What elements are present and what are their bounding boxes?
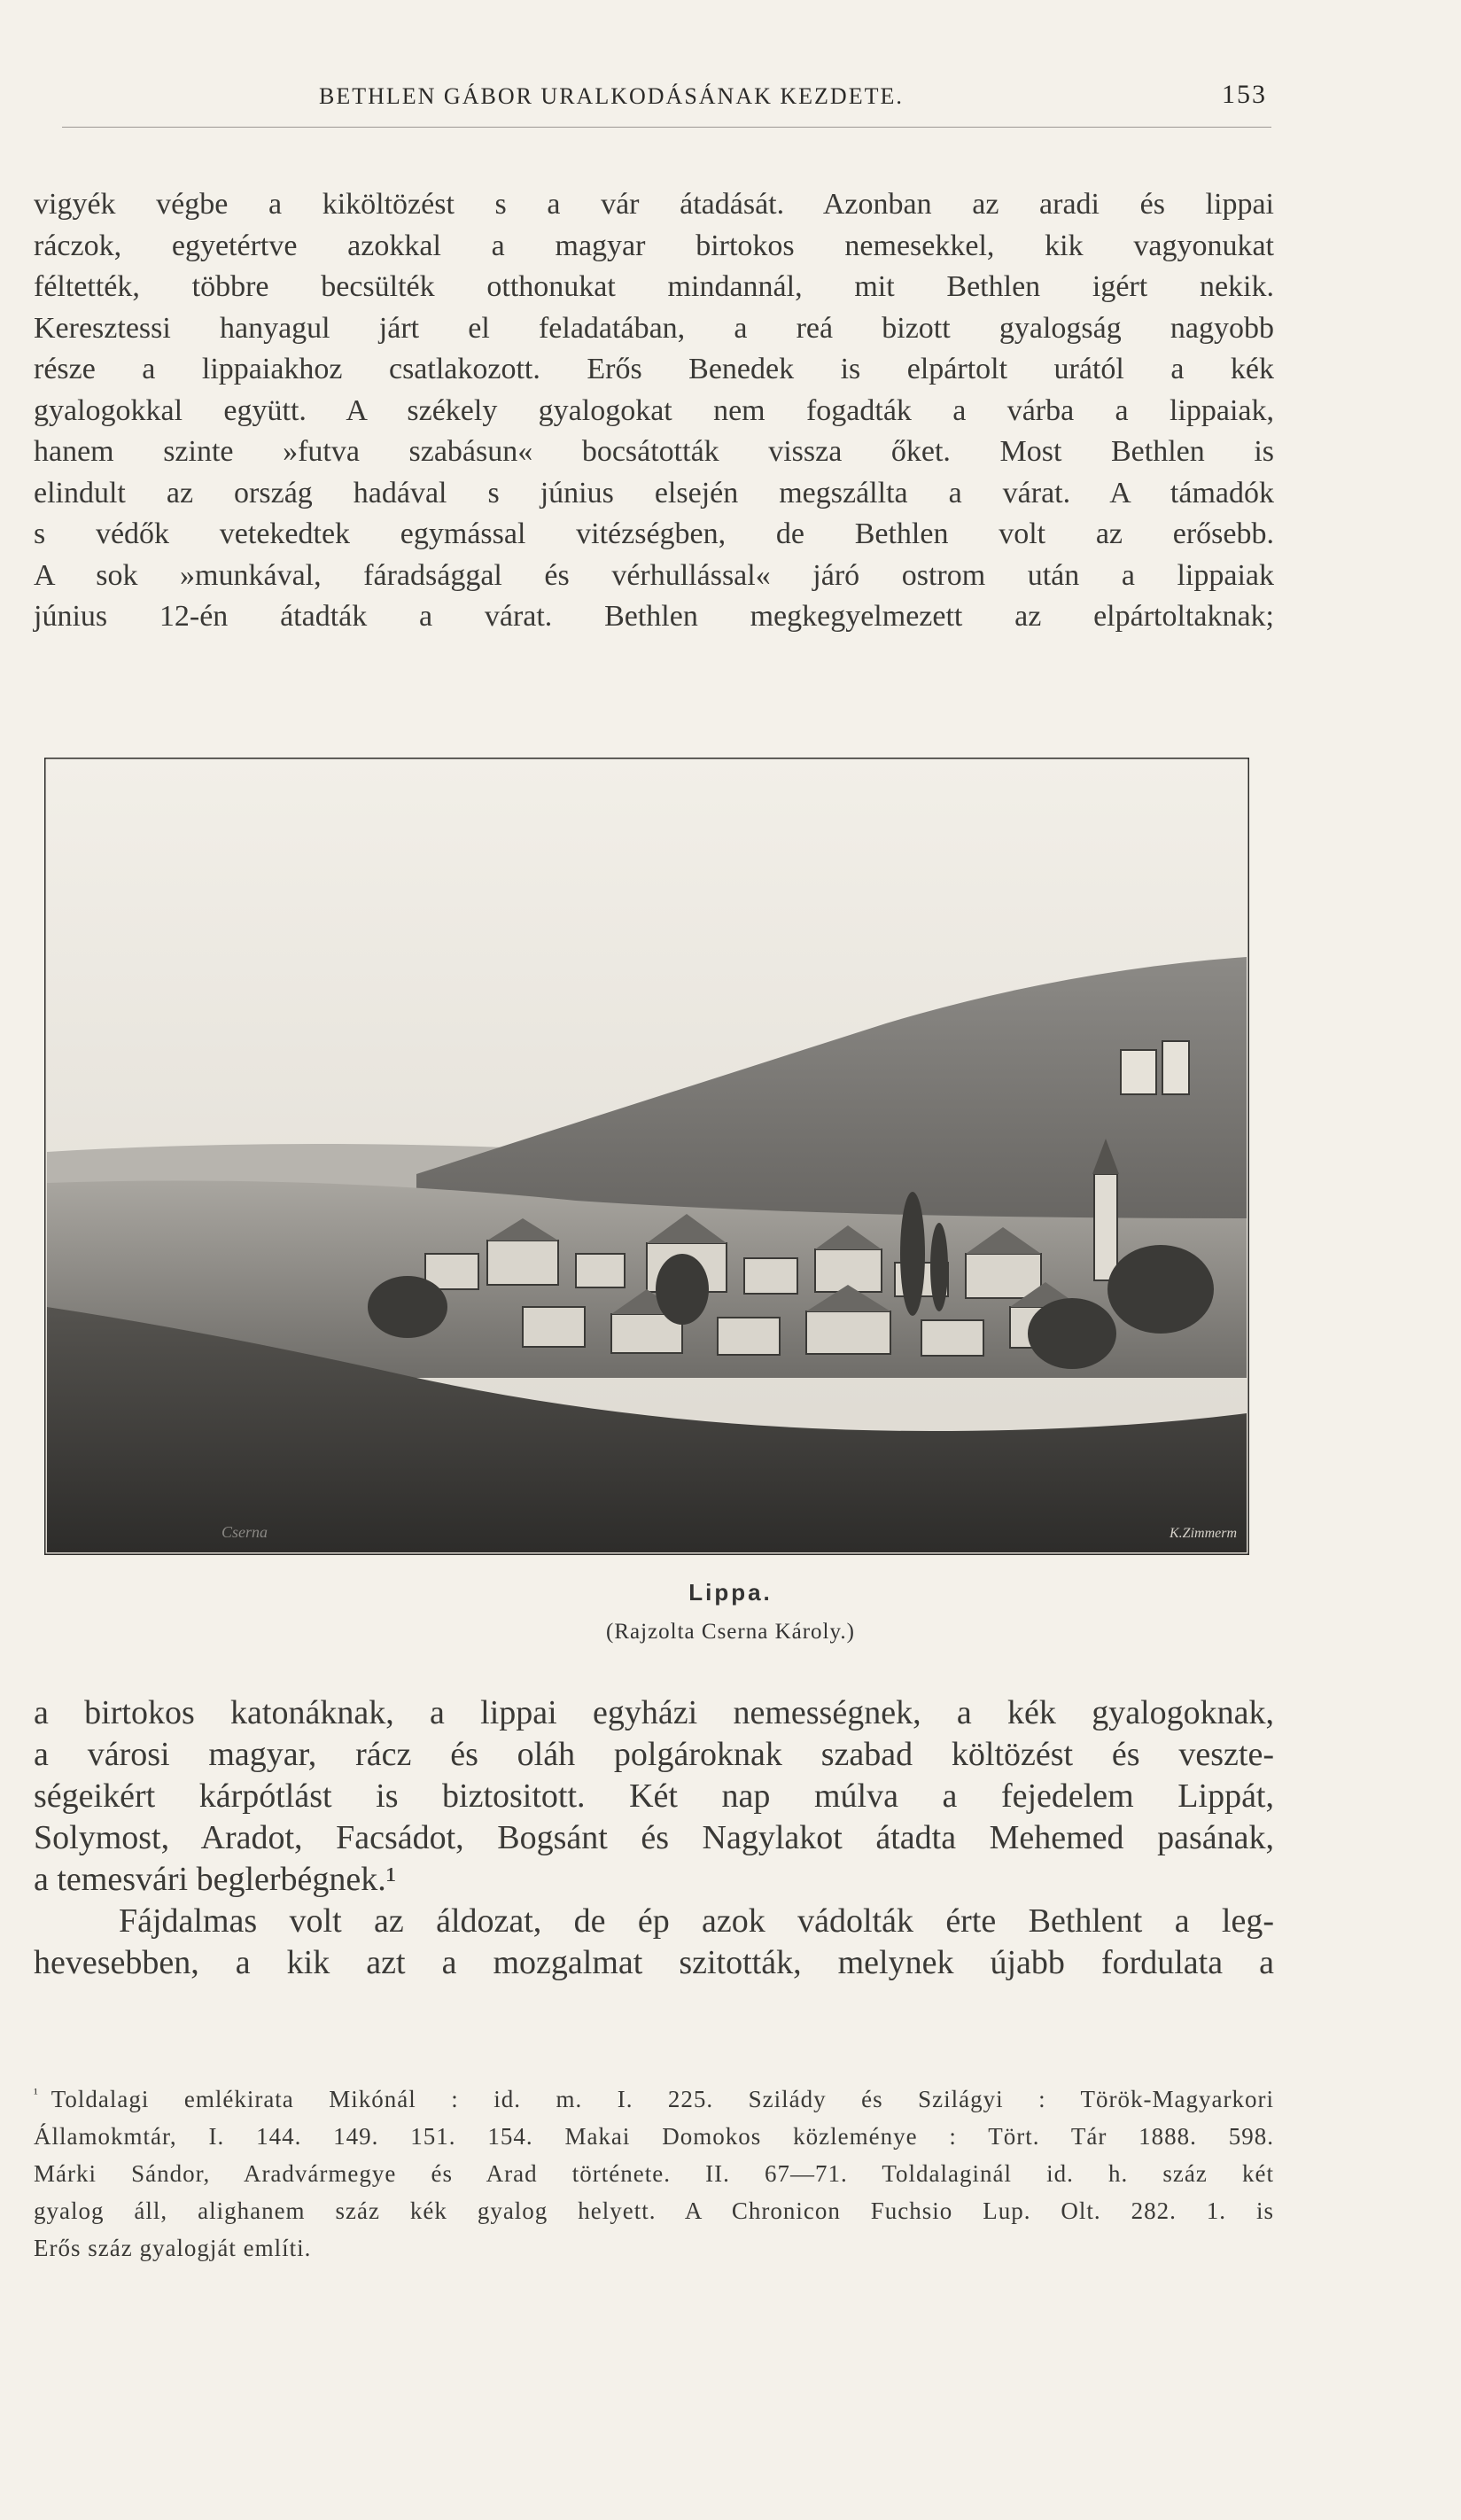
footnote-text: Toldalagi emlékirata Mikónál : id. m. I. 225. Szilády és Szilágyi : Török-Magyarkori <box>51 2086 1274 2112</box>
text-line: része a lippaiakhoz csatlakozott. Erős Benedek is elpártolt urától a kék <box>34 353 1274 385</box>
footnote-line: Államokmtár, I. 144. 149. 151. 154. Makai Domokos közleménye : Tört. Tár 1888. 598. <box>34 2123 1274 2150</box>
landscape-engraving <box>44 758 1249 1555</box>
text-line: vigyék végbe a kiköltözést s a vár átadását. Azonban az aradi és lippai <box>34 188 1274 221</box>
lippa-illustration <box>44 758 1249 1555</box>
running-head: BETHLEN GÁBOR URALKODÁSÁNAK KEZDETE. <box>319 83 904 109</box>
text-line: a temesvári beglerbégnek.¹ <box>34 1861 397 1898</box>
text-line: a városi magyar, rácz és oláh polgároknak szabad költözést és veszte- <box>34 1736 1274 1773</box>
text-line: a birtokos katonáknak, a lippai egyházi nemességnek, a kék gyalogoknak, <box>34 1694 1274 1731</box>
text-line: ségeikért kárpótlást is biztositott. Két nap múlva a fejedelem Lippát, <box>34 1777 1274 1815</box>
figure-title: Lippa. <box>688 1579 773 1606</box>
text-line: A sok »munkával, fáradsággal és vérhullással« járó ostrom után a lippaiak <box>34 558 1274 592</box>
text-line: elindult az ország hadával s június elsején megszállta a várat. A támadók <box>34 476 1274 509</box>
text-line: hanem szinte »futva szabásun« bocsátották vissza őket. Most Bethlen is <box>34 435 1274 468</box>
text-line: féltették, többre becsülték otthonukat mindannál, mit Bethlen igért nekik. <box>34 270 1274 303</box>
text-line: s védők vetekedtek egymással vitézségben, de Bethlen volt az erősebb. <box>34 517 1274 550</box>
figure-credit: (Rajzolta Cserna Károly.) <box>606 1620 855 1644</box>
header-rule <box>62 127 1271 128</box>
text-line: Keresztessi hanyagul járt el feladatában, a reá bizott gyalogság nagyobb <box>34 311 1274 345</box>
artist-signature-right: K.Zimmerm <box>1170 1526 1238 1541</box>
page-header <box>62 80 1267 124</box>
artist-signature-left: Cserna <box>221 1523 268 1541</box>
text-line: június 12-én átadták a várat. Bethlen megkegyelmezett az elpártoltaknak; <box>34 600 1274 633</box>
footnote-line: gyalog áll, alighanem száz kék gyalog helyett. A Chronicon Fuchsio Lup. Olt. 282. 1. is <box>34 2197 1274 2224</box>
footnotes <box>34 2076 1274 2267</box>
text-line: Solymost, Aradot, Facsádot, Bogsánt és Nagylakot átadta Mehemed pasának, <box>34 1819 1274 1856</box>
footnote-line: Márki Sándor, Aradvármegye és Arad története. II. 67—71. Toldalaginál id. h. száz két <box>34 2160 1274 2187</box>
footnote-marker: ¹ <box>34 2087 39 2102</box>
text-line: Fájdalmas volt az áldozat, de ép azok vádolták érte Bethlent a leg- <box>119 1902 1274 1940</box>
footnote-line <box>34 2076 1274 2118</box>
footnote-line: Erős száz gyalogját említi. <box>34 2235 312 2261</box>
bottom-paragraph <box>34 1692 1274 1984</box>
text-line: gyalogokkal együtt. A székely gyalogokat nem fogadták a várba a lippaiak, <box>34 393 1274 427</box>
text-line: hevesebben, a kik azt a mozgalmat szitották, melynek újabb fordulata a <box>34 1944 1274 1981</box>
page-number: 153 <box>1222 80 1267 109</box>
text-line: ráczok, egyetértve azokkal a magyar birtokos nemesekkel, kik vagyonukat <box>34 229 1274 262</box>
top-paragraph <box>34 184 1274 638</box>
castle-ruin <box>1121 1041 1189 1094</box>
